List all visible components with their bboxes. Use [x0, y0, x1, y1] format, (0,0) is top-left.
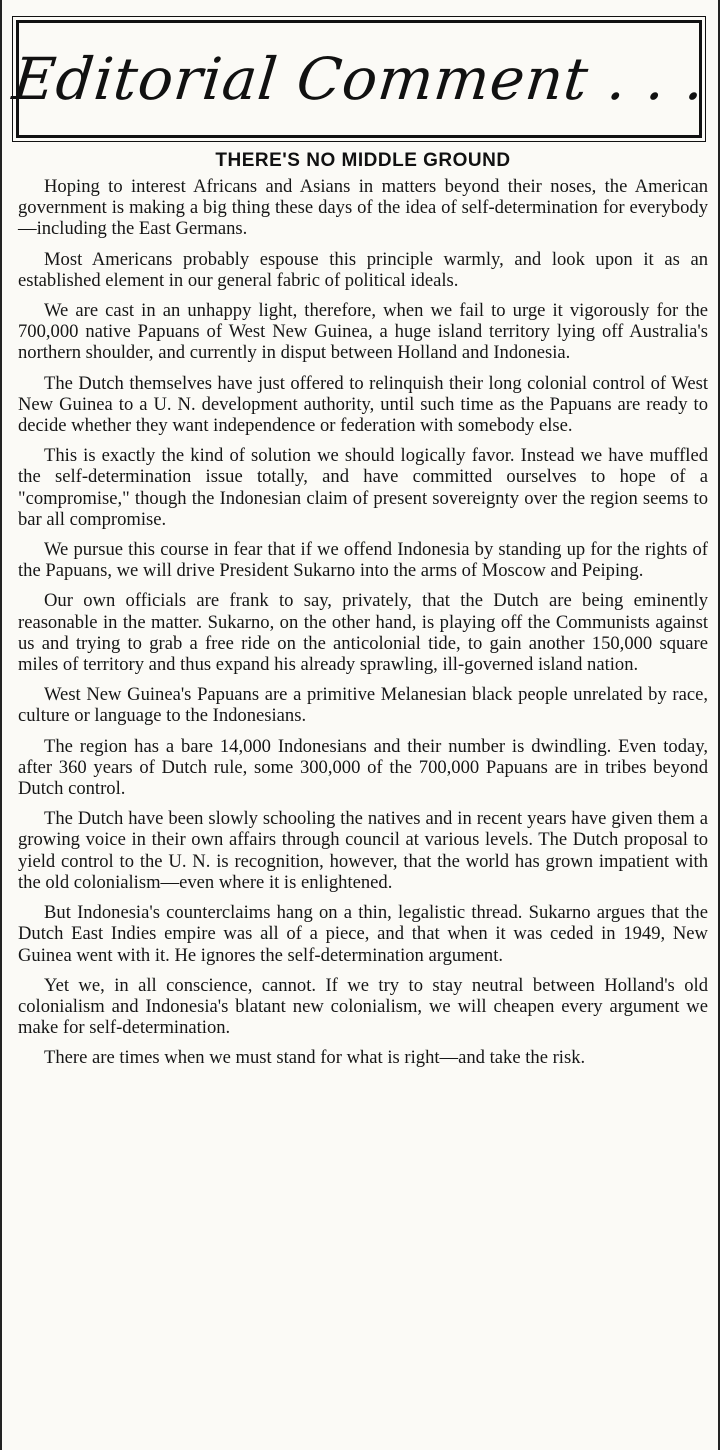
- article-paragraph: The Dutch have been slowly schooling the natives and in recent years have given them a growing voice in their own affairs through council at various levels. The Dutch proposal to yield control to the U. N. is recognition, however, that the world has grown impatient with the old colonialism—even where it is enlightened.: [18, 808, 708, 893]
- article-paragraph: We pursue this course in fear that if we offend Indonesia by standing up for the rights of the Papuans, we will drive President Sukarno into the arms of Moscow and Peiping.: [18, 539, 708, 582]
- article-paragraph: Most Americans probably espouse this principle warmly, and look upon it as an established element in our general fabric of political ideals.: [18, 248, 708, 291]
- article-paragraph: This is exactly the kind of solution we should logically favor. Instead we have muffled the self-determination issue totally, and have committed ourselves to hope of a "compromise," though the Indonesian claim of present sovereignty over the region seems to bar all compromise.: [18, 445, 708, 530]
- article-paragraph: There are times when we must stand for what is right—and take the risk.: [44, 1047, 586, 1069]
- article-paragraph: The Dutch themselves have just offered to relinquish their long colonial control of West New Guinea to a U. N. development authority, until such time as the Papuans are ready to decide whether they want independence or federation with somebody else.: [18, 372, 708, 437]
- editorial-masthead: [9, 20, 709, 138]
- article-paragraph: Hoping to interest Africans and Asians in matters beyond their noses, the American government is making a big thing these days of the idea of self-determination for everybody—including the East Germans.: [18, 176, 708, 240]
- article-headline: THERE'S NO MIDDLE GROUND: [215, 150, 511, 171]
- editorial-article: [18, 150, 708, 1078]
- article-paragraph: But Indonesia's counterclaims hang on a thin, legalistic thread. Sukarno argues that the Dutch East Indies empire was all of a piece, and that when it was ceded in 1949, New Guinea went with it. He ignores the self-determination argument.: [18, 902, 708, 966]
- masthead-title: Editorial Comment . . .: [9, 45, 709, 113]
- article-paragraph: Yet we, in all conscience, cannot. If we try to stay neutral between Holland's old colonialism and Indonesia's blatant new colonialism, we will cheapen every argument we make for self-determination.: [18, 974, 708, 1039]
- article-paragraph: The region has a bare 14,000 Indonesians and their number is dwindling. Even today, after 360 years of Dutch rule, some 300,000 of the 700,000 Papuans are in tribes beyond Dutch control.: [18, 735, 708, 800]
- article-paragraph: We are cast in an unhappy light, therefore, when we fail to urge it vigorously for the 700,000 native Papuans of West New Guinea, a huge island territory lying off Australia's northern shoulder, and currently in disput between Holland and Indonesia.: [18, 300, 708, 364]
- article-paragraph: West New Guinea's Papuans are a primitive Melanesian black people unrelated by race, culture or language to the Indonesians.: [18, 684, 708, 727]
- article-paragraph: Our own officials are frank to say, privately, that the Dutch are being eminently reasonable in the matter. Sukarno, on the other hand, is playing off the Communists against us and trying to grab a free ride on the anticolonial tide, to gain another 150,000 square miles of territory and thus expand his already sprawling, ill-governed island nation.: [18, 590, 708, 676]
